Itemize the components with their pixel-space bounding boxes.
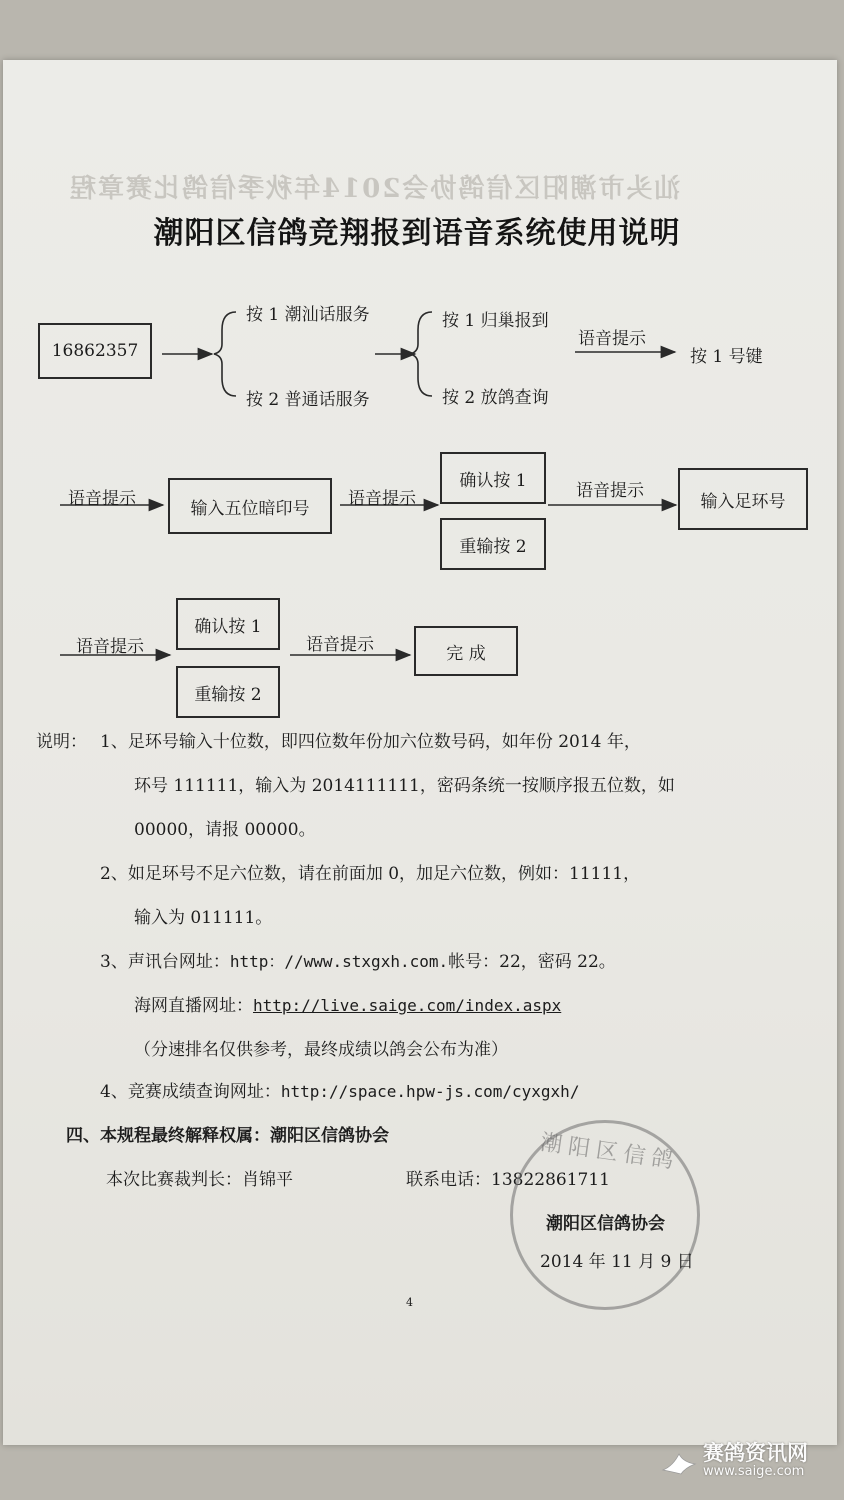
results-url-link[interactable]: http://space.hpw-js.com/cyxgxh/ <box>280 1082 580 1101</box>
note-2-line-1: 2、如足环号不足六位数，请在前面加 0，加足六位数，例如：11111， <box>100 864 641 884</box>
confirm-box: 确认按 1 <box>440 452 546 504</box>
confirm-box: 确认按 1 <box>176 598 280 650</box>
seal-text: 潮阳区信鸽 <box>538 1130 681 1175</box>
note-3-line-2 <box>134 998 561 1015</box>
page-title: 潮阳区信鸽竞翔报到语音系统使用说明 <box>153 216 681 251</box>
pigeon-logo-icon <box>659 1446 699 1478</box>
voice-prompt-label: 语音提示 <box>306 635 374 655</box>
press2-release-label: 按 2 放鸽查询 <box>442 388 549 408</box>
voice-prompt-label: 语音提示 <box>348 489 416 509</box>
notes-prefix: 说明： <box>36 732 87 752</box>
page-number: 4 <box>406 1296 413 1309</box>
reenter-box: 重输按 2 <box>440 518 546 570</box>
bleed-through-heading: 汕头市潮阳区信鸽协会2014年秋季信鸽比赛章程 <box>68 174 681 204</box>
note-4-label: 4、竞赛成绩查询网址： <box>100 1082 281 1102</box>
note-1-line-1: 1、足环号输入十位数，即四位数年份加六位数号码，如年份 2014 年， <box>100 732 641 752</box>
site-watermark <box>659 1443 808 1480</box>
watermark-title: 赛鸽资讯网 <box>703 1441 808 1466</box>
voice-prompt-label: 语音提示 <box>76 637 144 657</box>
voice-prompt-label: 语音提示 <box>578 329 646 349</box>
contact-phone: 联系电话：13822861711 <box>406 1170 610 1190</box>
note-2-line-2: 输入为 011111。 <box>134 908 273 928</box>
referee-line: 本次比赛裁判长：肖锦平 <box>106 1170 293 1190</box>
enter-code-box: 输入五位暗印号 <box>168 478 332 534</box>
note-1-line-3: 00000，请报 00000。 <box>134 820 316 840</box>
note-3-line-1 <box>100 954 616 971</box>
live-url-link[interactable]: http://live.saige.com/index.aspx <box>253 996 562 1015</box>
reenter-box: 重输按 2 <box>176 666 280 718</box>
note-3-account: 帐号：22，密码 22。 <box>448 952 616 972</box>
section-4-heading: 四、本规程最终解释权属：潮阳区信鸽协会 <box>66 1126 389 1146</box>
phone-number-box: 16862357 <box>38 323 152 379</box>
press1-key-label: 按 1 号键 <box>690 347 763 367</box>
press2-mandarin-label: 按 2 普通话服务 <box>246 390 370 410</box>
live-label: 海网直播网址： <box>134 996 253 1016</box>
voice-prompt-label: 语音提示 <box>576 481 644 501</box>
sxt-url-link[interactable]: http：//www.stxgxh.com. <box>229 952 449 971</box>
enter-ring-box: 输入足环号 <box>678 468 808 530</box>
signature-org: 潮阳区信鸽协会 <box>546 1214 665 1234</box>
note-4-line <box>100 1084 579 1101</box>
voice-prompt-label: 语音提示 <box>68 489 136 509</box>
note-1-line-2: 环号 111111，输入为 2014111111，密码条统一按顺序报五位数，如 <box>134 776 675 796</box>
press1-chaoshan-label: 按 1 潮汕话服务 <box>246 305 370 325</box>
signature-date: 2014 年 11 月 9 日 <box>540 1252 694 1272</box>
watermark-url: www.saige.com <box>703 1464 805 1480</box>
press1-return-label: 按 1 归巢报到 <box>442 311 549 331</box>
note-3-label: 3、声讯台网址： <box>100 952 230 972</box>
note-3-line-3: （分速排名仅供参考，最终成绩以鸽会公布为准） <box>134 1040 508 1060</box>
done-box: 完 成 <box>414 626 518 676</box>
